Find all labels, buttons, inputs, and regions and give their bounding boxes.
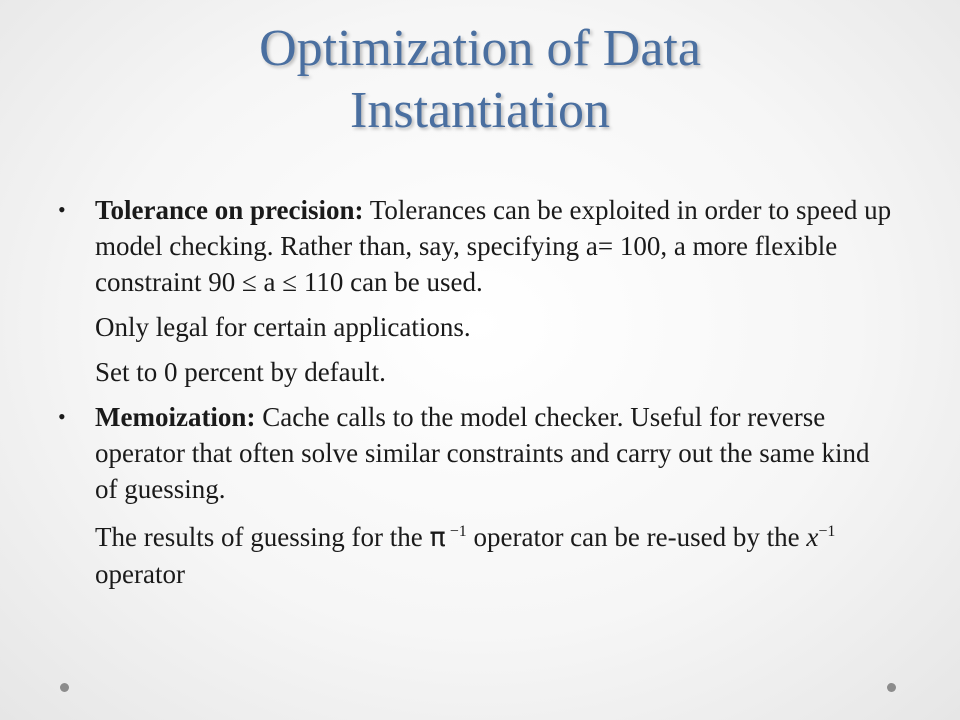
note-pre: The results of guessing for the	[95, 522, 430, 552]
x-exponent: −1	[818, 523, 836, 540]
footer-dot-right	[887, 683, 896, 692]
sub-paragraph: Set to 0 percent by default.	[95, 357, 386, 387]
bullet-memoization	[58, 399, 898, 507]
bullet-tolerance	[58, 192, 898, 300]
footer-dot-left	[60, 683, 69, 692]
note-mid: operator can be re-used by the	[466, 522, 807, 552]
slide-title	[80, 18, 880, 142]
bullet-term: Tolerance on precision:	[95, 195, 364, 225]
bullet-dot: •	[58, 404, 66, 429]
bullet-text: Tolerances can be exploited in order to speed up model checking. Rather than, say, specifying a= 100, a more flexible constraint 90 ≤ a ≤ 110 can be used.	[95, 195, 892, 297]
bullet-text: Cache calls to the model checker. Useful for reverse operator that often solve similar constraints and carry out the same kind of guessing.	[95, 402, 870, 504]
sub-paragraph-inverse	[58, 519, 898, 592]
pi-symbol: π	[429, 522, 446, 553]
x-symbol: x	[806, 522, 819, 552]
bullet-dot: •	[58, 197, 66, 222]
bullet-term: Memoization:	[95, 402, 256, 432]
sub-paragraph: Only legal for certain applications.	[95, 312, 471, 342]
title-line-1: Optimization of Data	[259, 20, 701, 77]
slide-body	[58, 192, 898, 592]
note-post: operator	[95, 559, 185, 589]
pi-exponent: −1	[445, 523, 467, 540]
title-line-2: Instantiation	[350, 82, 610, 139]
